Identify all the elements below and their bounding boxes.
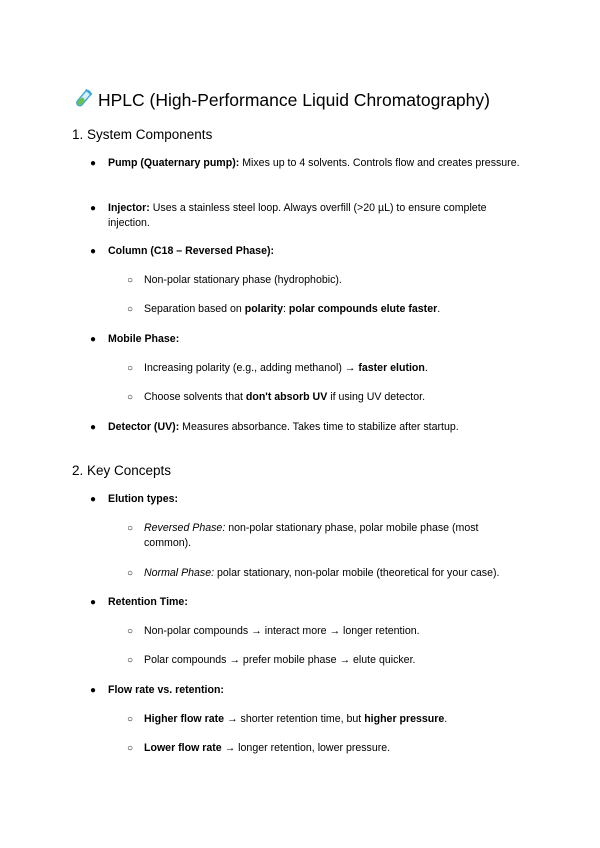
text-run: → longer retention, lower pressure. <box>221 742 391 754</box>
bullet-circle: ○ <box>127 363 134 374</box>
bold-run: polarity <box>244 303 283 315</box>
bullet-circle: ○ <box>127 568 134 579</box>
sub-list-item <box>144 390 526 405</box>
bullet-circle: ○ <box>127 655 134 666</box>
page-title <box>72 88 490 112</box>
italic-run: Reversed Phase: <box>144 522 226 534</box>
bold-run: higher pressure <box>364 713 445 725</box>
list-item <box>108 332 528 347</box>
sub-list-item: Non-polar compounds → interact more → longer retention. <box>144 625 420 637</box>
sub-list-item <box>144 521 526 551</box>
text-run: Increasing polarity (e.g., adding methanol) → <box>144 362 359 374</box>
bullet-circle: ○ <box>127 523 134 534</box>
item-label: Pump (Quaternary pump): <box>108 157 240 169</box>
test-tube-icon <box>72 89 94 109</box>
sub-list-item <box>144 741 526 756</box>
list-item <box>108 595 528 610</box>
list-item <box>108 244 528 259</box>
bullet-dot: ● <box>90 334 97 345</box>
text-run: → shorter retention time, but <box>224 713 365 725</box>
page-title-text: HPLC (High-Performance Liquid Chromatography) <box>98 90 490 110</box>
bold-run: polar compounds elute faster <box>288 303 438 315</box>
text-run: : <box>282 303 289 315</box>
item-label: Retention Time: <box>108 596 188 608</box>
list-item <box>108 492 528 507</box>
text-run: . <box>444 713 448 725</box>
bullet-dot: ● <box>90 422 97 433</box>
sub-list-item <box>144 566 544 581</box>
sub-list-item <box>144 712 526 727</box>
section-heading: 1. System Components <box>72 127 213 142</box>
text-run: non-polar stationary phase, polar mobile phase (most common). <box>144 522 479 549</box>
bold-run: Lower flow rate <box>144 742 222 754</box>
bullet-dot: ● <box>90 246 97 257</box>
item-text: Uses a stainless steel loop. Always overfill (>20 µL) to ensure complete injection. <box>108 202 487 229</box>
bold-run: faster elution <box>358 362 425 374</box>
item-label: Injector: <box>108 202 150 214</box>
bullet-dot: ● <box>90 494 97 505</box>
text-run: . <box>424 362 428 374</box>
bold-run: don't absorb UV <box>245 391 328 403</box>
text-run: polar stationary, non-polar mobile (theoretical for your case). <box>214 567 500 579</box>
item-text: Mixes up to 4 solvents. Controls flow and creates pressure. <box>239 157 520 169</box>
bullet-dot: ● <box>90 597 97 608</box>
text-run: Choose solvents that <box>144 391 246 403</box>
text-run: if using UV detector. <box>327 391 426 403</box>
section-heading: 2. Key Concepts <box>72 463 172 478</box>
bullet-circle: ○ <box>127 275 134 286</box>
text-run: . <box>437 303 441 315</box>
sub-list-item <box>144 302 526 317</box>
list-item <box>108 156 528 171</box>
text-run: Separation based on <box>144 303 245 315</box>
bold-run: Higher flow rate <box>144 713 225 725</box>
item-label: Detector (UV): <box>108 421 180 433</box>
item-text: Measures absorbance. Takes time to stabilize after startup. <box>179 421 459 433</box>
bullet-circle: ○ <box>127 392 134 403</box>
item-label: Mobile Phase: <box>108 333 180 345</box>
bullet-circle: ○ <box>127 743 134 754</box>
bullet-circle: ○ <box>127 304 134 315</box>
italic-run: Normal Phase: <box>144 567 215 579</box>
sub-list-item: Non-polar stationary phase (hydrophobic). <box>144 274 342 286</box>
item-label: Flow rate vs. retention: <box>108 684 224 696</box>
sub-list-item: Polar compounds → prefer mobile phase → elute quicker. <box>144 654 416 666</box>
list-item <box>108 683 528 698</box>
bullet-dot: ● <box>90 203 97 214</box>
sub-list-item <box>144 361 526 376</box>
item-label: Column (C18 – Reversed Phase): <box>108 245 275 257</box>
bullet-circle: ○ <box>127 714 134 725</box>
bullet-dot: ● <box>90 158 97 169</box>
item-label: Elution types: <box>108 493 179 505</box>
bullet-circle: ○ <box>127 626 134 637</box>
list-item <box>108 201 528 231</box>
list-item <box>108 420 528 435</box>
bullet-dot: ● <box>90 685 97 696</box>
